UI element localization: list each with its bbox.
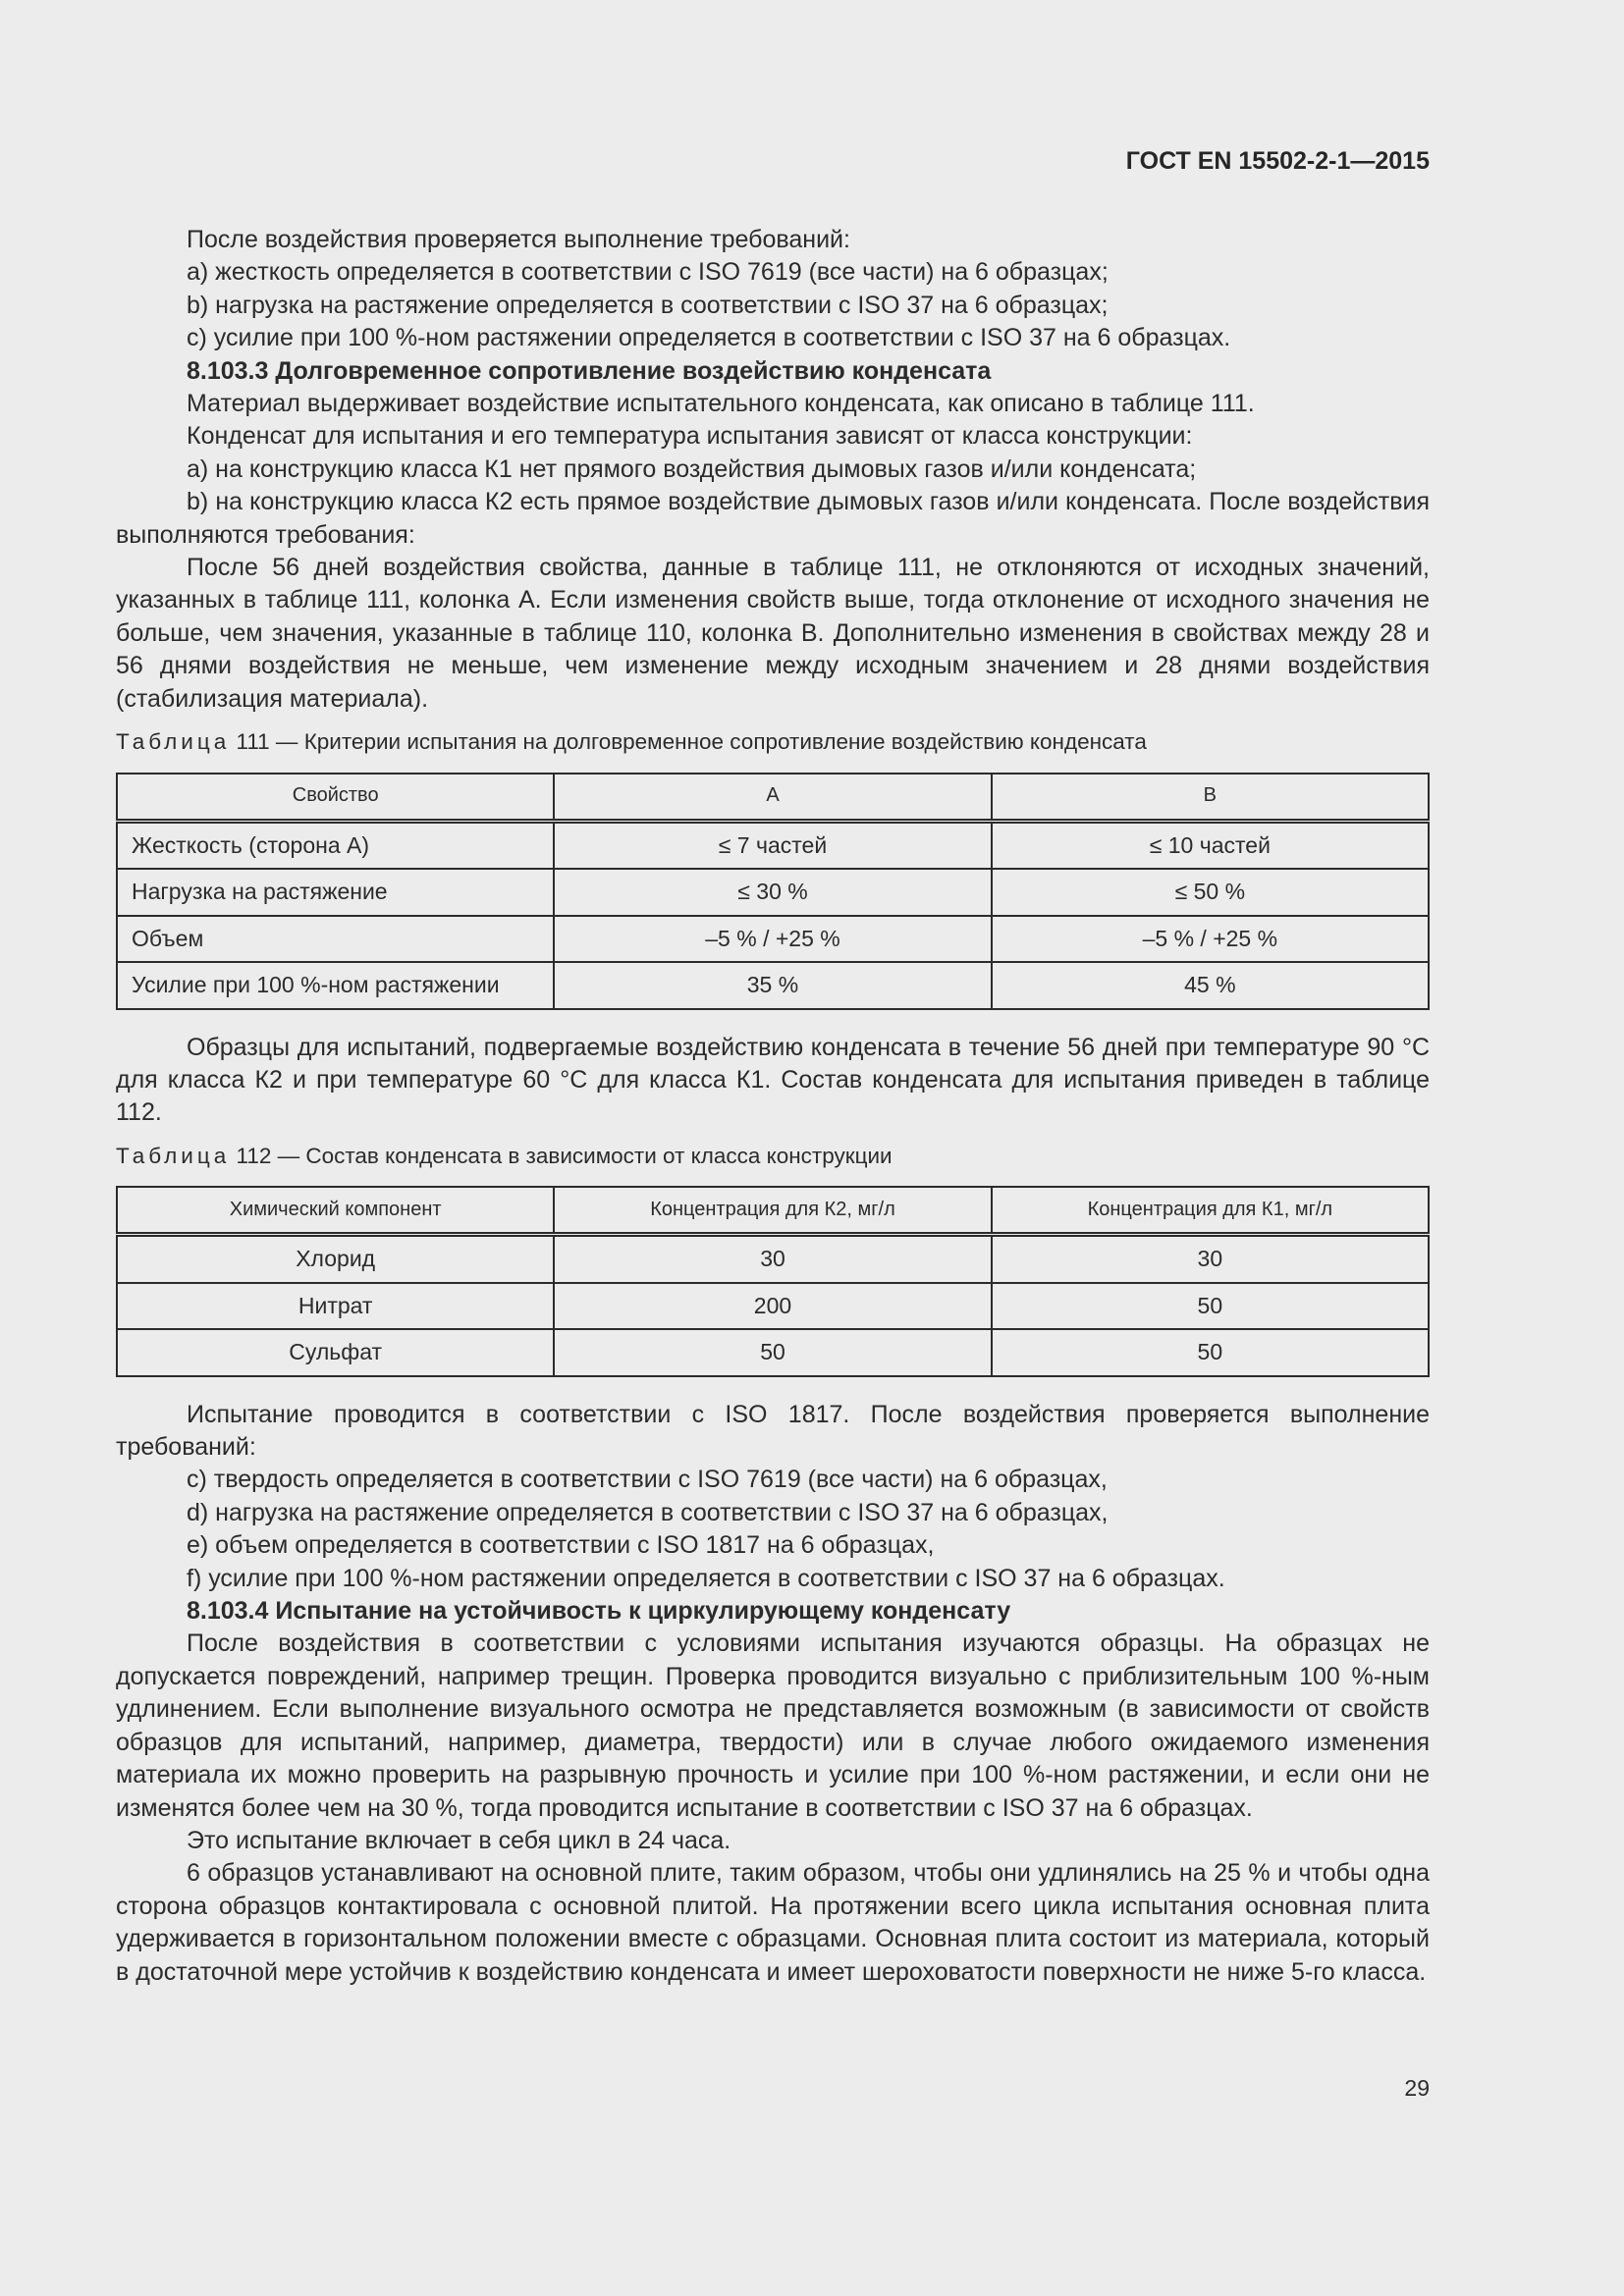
table-row xyxy=(117,869,1429,916)
paragraph: 6 образцов устанавливают на основной плите, таким образом, чтобы они удлинялись на 25 % и чтобы одна сторона образцов контактировала с основной плитой. На протяжении всего цикла испытания основная плита удерживается в горизонтальном положении вместе с образцами. Основная плита состоит из материала, который в достаточной мере устойчив к воздействию конденсата и имеет шероховатости поверхности не ниже 5-го класса. xyxy=(116,1859,1430,1986)
document-code-header: ГОСТ EN 15502-2-1—2015 xyxy=(1125,147,1430,175)
table-cell: 200 xyxy=(554,1283,991,1330)
table-cell: Жесткость (сторона А) xyxy=(117,821,554,869)
table-cell: –5 % / +25 % xyxy=(992,916,1429,963)
table-header-cell: В xyxy=(992,774,1429,822)
table-111 xyxy=(116,773,1430,1010)
paragraph: Испытание проводится в соответствии с ISO 1817. После воздействия проверяется выполнение требований: xyxy=(116,1400,1430,1462)
paragraph: Это испытание включает в себя цикл в 24 часа. xyxy=(187,1826,731,1854)
table-header-row xyxy=(117,1187,1429,1235)
table-header-cell: Химический компонент xyxy=(117,1187,554,1235)
paragraph: После 56 дней воздействия свойства, данные в таблице 111, не отклоняются от исходных значений, указанных в таблице 111, колонка А. Если изменения свойств выше, тогда отклонение от исходного значения не больше, чем значения, указанные в таблице 110, колонка В. Дополнительно изменения в свойствах между 28 и 56 днями воздействия не меньше, чем изменение между исходным значением и 28 днями воздействия (стабилизация материала). xyxy=(116,554,1430,713)
table-caption-label: Таблица xyxy=(116,1143,231,1168)
table-cell: 50 xyxy=(992,1329,1429,1376)
table-cell: ≤ 7 частей xyxy=(554,821,991,869)
table-header-cell: Концентрация для К1, мг/л xyxy=(992,1187,1429,1235)
list-item: d) нагрузка на растяжение определяется в соответствии с ISO 37 на 6 образцах, xyxy=(187,1498,1109,1526)
table-cell: ≤ 30 % xyxy=(554,869,991,916)
table-112 xyxy=(116,1186,1430,1377)
list-item: c) твердость определяется в соответствии с ISO 7619 (все части) на 6 образцах, xyxy=(187,1466,1108,1494)
table-cell: ≤ 10 частей xyxy=(992,821,1429,869)
table-cell: 45 % xyxy=(992,962,1429,1009)
table-cell: Сульфат xyxy=(117,1329,554,1376)
table-caption-text: 111 — Критерии испытания на долговременное сопротивление воздействию конденсата xyxy=(230,729,1147,755)
list-item: f) усилие при 100 %-ном растяжении определяется в соответствии с ISO 37 на 6 образцах. xyxy=(187,1564,1225,1592)
table-row xyxy=(117,1283,1429,1330)
paragraph: После воздействия в соответствии с условиями испытания изучаются образцы. На образцах не допускается повреждений, например трещин. Проверка проводится визуально с приблизительным 100 %-ным удлинением. Если выполнение визуального осмотра не представляется возможным (в зависимости от свойств образцов для испытаний, например, диаметра, твердости) или в случае любого ожидаемого изменения материала их можно проверить на разрывную прочность и усилие при 100 %-ном растяжении, и если они не изменятся более чем на 30 %, тогда проводится испытание в соответствии с ISO 37 на 6 образцах. xyxy=(116,1629,1430,1822)
list-item: b) на конструкцию класса К2 есть прямое воздействие дымовых газов и/или конденсата. После воздействия выполняются требования: xyxy=(116,488,1430,549)
table-111-caption xyxy=(116,725,1430,758)
table-cell: Хлорид xyxy=(117,1235,554,1283)
list-item: e) объем определяется в соответствии с ISO 1817 на 6 образцах, xyxy=(187,1531,935,1560)
section-heading-8-103-3: 8.103.3 Долговременное сопротивление воздействию конденсата xyxy=(187,356,992,385)
table-caption-text: 112 — Состав конденсата в зависимости от класса конструкции xyxy=(230,1143,893,1168)
list-item: c) усилие при 100 %-ном растяжении определяется в соответствии с ISO 37 на 6 образцах. xyxy=(187,324,1231,352)
table-header-cell: Концентрация для К2, мг/л xyxy=(554,1187,991,1235)
table-cell: Усилие при 100 %-ном растяжении xyxy=(117,962,554,1009)
table-header-row xyxy=(117,774,1429,822)
table-row xyxy=(117,821,1429,869)
table-cell: Нитрат xyxy=(117,1283,554,1330)
table-cell: –5 % / +25 % xyxy=(554,916,991,963)
paragraph-requirements-intro: После воздействия проверяется выполнение требований: xyxy=(187,226,850,253)
page-number: 29 xyxy=(1404,2075,1430,2101)
table-header-cell: А xyxy=(554,774,991,822)
table-cell: Объем xyxy=(117,916,554,963)
table-header-cell: Свойство xyxy=(117,774,554,822)
paragraph: Конденсат для испытания и его температура испытания зависят от класса конструкции: xyxy=(187,422,1193,451)
document-body xyxy=(116,224,1430,1989)
table-row xyxy=(117,1329,1429,1376)
list-item: b) нагрузка на растяжение определяется в соответствии с ISO 37 на 6 образцах; xyxy=(187,291,1109,319)
table-row xyxy=(117,1235,1429,1283)
table-row xyxy=(117,962,1429,1009)
table-cell: 50 xyxy=(554,1329,991,1376)
section-heading-8-103-4: 8.103.4 Испытание на устойчивость к циркулирующему конденсату xyxy=(187,1597,1011,1626)
paragraph: Материал выдерживает воздействие испытательного конденсата, как описано в таблице 111. xyxy=(187,390,1255,418)
table-cell: ≤ 50 % xyxy=(992,869,1429,916)
table-cell: 35 % xyxy=(554,962,991,1009)
table-cell: Нагрузка на растяжение xyxy=(117,869,554,916)
table-cell: 50 xyxy=(992,1283,1429,1330)
list-item: a) жесткость определяется в соответствии с ISO 7619 (все части) на 6 образцах; xyxy=(187,258,1109,287)
table-112-caption xyxy=(116,1140,1430,1172)
list-item: a) на конструкцию класса К1 нет прямого воздействия дымовых газов и/или конденсата; xyxy=(187,454,1197,483)
paragraph: Образцы для испытаний, подвергаемые воздействию конденсата в течение 56 дней при температуре 90 °С для класса К2 и при температуре 60 °С для класса К1. Состав конденсата для испытания приведен в таблице 112. xyxy=(116,1033,1430,1127)
table-cell: 30 xyxy=(554,1235,991,1283)
table-caption-label: Таблица xyxy=(116,729,231,755)
table-row xyxy=(117,916,1429,963)
table-cell: 30 xyxy=(992,1235,1429,1283)
